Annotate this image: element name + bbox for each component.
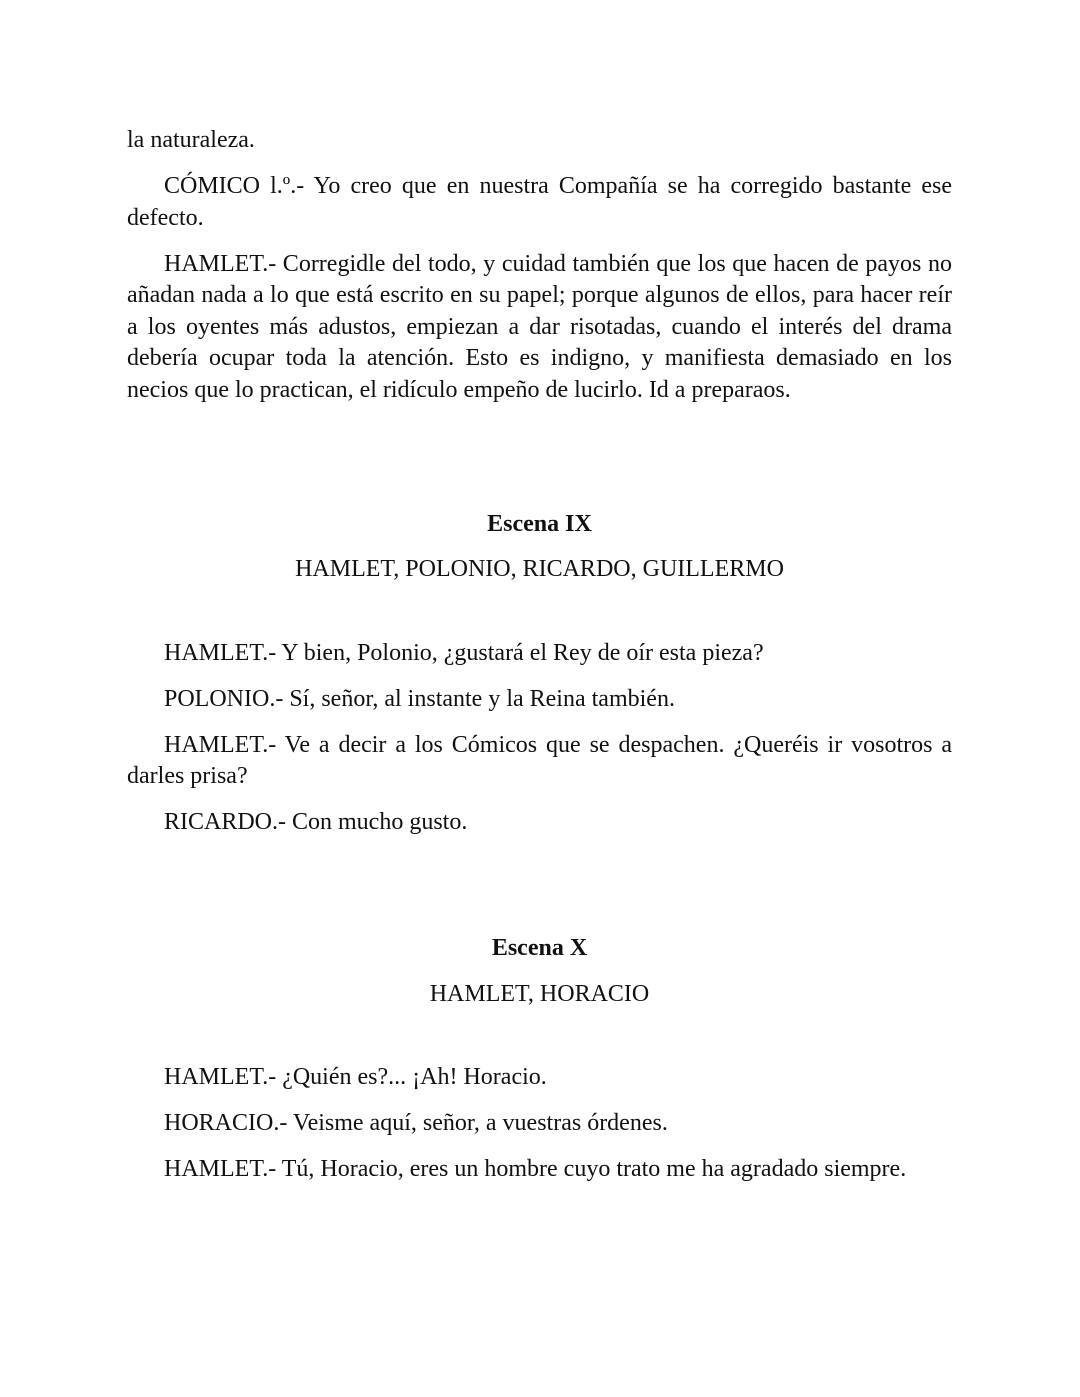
dialogue-line: HAMLET.- Ve a decir a los Cómicos que se despachen. ¿Queréis ir vosotros a darles prisa? bbox=[127, 731, 952, 789]
dialogue-line: HAMLET.- ¿Quién es?... ¡Ah! Horacio. bbox=[164, 1064, 547, 1090]
scene-cast: HAMLET, POLONIO, RICARDO, GUILLERMO bbox=[295, 556, 784, 582]
document-page bbox=[127, 125, 952, 1200]
spacer bbox=[127, 853, 952, 933]
scene-cast: HAMLET, HORACIO bbox=[429, 980, 650, 1007]
dialogue-line: HAMLET.- Tú, Horacio, eres un hombre cuyo trato me ha agradado siempre. bbox=[164, 1156, 907, 1182]
dialogue-line: POLONIO.- Sí, señor, al instante y la Reina también. bbox=[164, 685, 675, 712]
spacer bbox=[127, 1010, 952, 1062]
dialogue-line: HAMLET.- Corregidle del todo, y cuidad también que los que hacen de payos no añadan nada a lo que está escrito en su papel; porque algunos de ellos, para hacer reír a los oyentes más adustos, empiezan a dar risotadas, cuando el interés del drama debería ocupar toda la atención. Esto es indigno, y manifiesta demasiado en los necios que lo practican, el ridículo empeño de lucirlo. Id a preparaos. bbox=[127, 250, 952, 403]
dialogue-line: HORACIO.- Veisme aquí, señor, a vuestras órdenes. bbox=[164, 1110, 668, 1136]
scene-title: Escena X bbox=[491, 935, 588, 961]
spacer bbox=[127, 421, 952, 509]
scene-9 bbox=[127, 509, 952, 839]
dialogue-line: CÓMICO l.º.- Yo creo que en nuestra Compañía se ha corregido bastante ese defecto. bbox=[127, 173, 952, 231]
continuation-text: la naturaleza. bbox=[127, 127, 255, 153]
scene-10 bbox=[127, 933, 952, 1186]
dialogue-line: RICARDO.- Con mucho gusto. bbox=[164, 809, 468, 835]
spacer bbox=[127, 586, 952, 638]
scene-title: Escena IX bbox=[487, 510, 592, 537]
dialogue-line: HAMLET.- Y bien, Polonio, ¿gustará el Rey de oír esta pieza? bbox=[164, 639, 764, 666]
